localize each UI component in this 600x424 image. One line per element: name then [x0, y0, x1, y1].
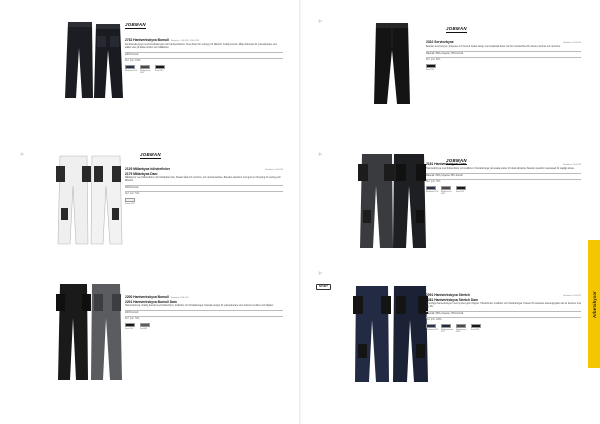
product-photo	[350, 282, 432, 386]
product-material: Material: 65% polyester, 35% bomull	[426, 311, 581, 318]
product-title: 2091 Hantverksbyxa Stretch	[426, 293, 470, 297]
product-price: Ref. pris: 799:-	[426, 181, 442, 184]
product-title-secondary: 2201 Hantverksbyxa Bomull Dam	[125, 300, 177, 304]
swatch-label: Mörkgrå/svart 9899	[441, 190, 452, 195]
swatch-label: Mörkgrå/svart 9899	[456, 328, 467, 333]
product-price: Ref. pris: 1299:-	[426, 319, 443, 322]
product-material: Material: 65% polyester 35% bomull	[426, 173, 581, 180]
color-swatch[interactable]	[140, 323, 153, 330]
color-swatches	[125, 65, 283, 74]
trousers-image	[350, 282, 432, 386]
trousers-image	[354, 150, 432, 252]
swatch-chip	[155, 65, 165, 70]
swatch-chip	[426, 186, 436, 191]
color-swatch[interactable]	[426, 186, 439, 195]
color-swatch[interactable]	[456, 186, 469, 195]
product-title: 2181 Hantverksbyxa Core	[426, 162, 467, 166]
color-swatch[interactable]	[125, 323, 138, 330]
product-title: 2200 Hantverksbyxa Bomull	[125, 295, 169, 299]
swatch-chip	[140, 323, 150, 328]
color-swatch[interactable]	[426, 324, 439, 333]
brand-logo: JOBMAN	[446, 158, 467, 163]
brand-logo: JOBMAN	[125, 22, 146, 27]
swatch-label: Grå 9800	[140, 327, 148, 330]
swatch-chip	[140, 65, 150, 70]
color-swatches	[125, 198, 283, 205]
product-info	[426, 293, 581, 333]
product-title: 2310 Servicebyxa	[426, 40, 454, 44]
swatch-label: Mörkmarin/svart 6799	[441, 328, 454, 333]
color-swatch[interactable]	[140, 65, 153, 74]
page-spine	[299, 0, 301, 424]
swatch-label: Strikvit 1000	[125, 202, 135, 205]
certification-icon: ⚐	[318, 19, 323, 24]
swatch-chip	[125, 65, 135, 70]
color-swatch[interactable]	[125, 65, 138, 74]
color-swatches	[426, 64, 581, 71]
product-price: Ref. pris: 799:-	[125, 318, 141, 321]
product-info	[426, 162, 581, 195]
swatch-label: Svart 9999	[155, 69, 164, 72]
certification-icon: ⚐	[20, 152, 25, 157]
swatch-label: Svart 9999	[426, 68, 435, 71]
product-sizes: Storlekar: C44-C62	[563, 164, 581, 166]
swatch-chip	[426, 324, 436, 329]
product-photo	[370, 20, 414, 108]
swatch-chip	[125, 198, 135, 203]
swatch-chip	[441, 186, 451, 191]
color-swatches	[426, 186, 581, 195]
product-material: 100% bomull	[125, 310, 283, 317]
product-description: Hantverksbyxa i kraftig bomull med hölsterfickor, knäfickor och förstärkningar. Klassisk design för yrkesarbetare som behöver funktion och tålighet.	[125, 305, 274, 308]
swatch-label: Svart 9999	[471, 328, 480, 331]
product-description: Stretchiga hantverksbyxor med mycket god rörlighet. Hölsterfickor, knäfickor och förstärkningar. Passar för krävande arbetsuppgifter där du behöver röra dig fritt.	[426, 303, 581, 309]
color-swatch[interactable]	[471, 324, 484, 333]
product-description: Funktionella byxor med förstärkta knän och hantverksfickor. Flera fickor för verktyg och tillbehör. Kraftig bomull i tåligt utförande för yrkesarbetare som ställer krav på både komfort och hållbarhet.	[125, 44, 278, 50]
color-swatch[interactable]	[426, 64, 439, 71]
product-photo	[54, 152, 126, 248]
swatch-label: Mörkmarin 6700	[426, 328, 439, 331]
swatch-label: Svart 9999	[456, 190, 465, 193]
product-info	[125, 167, 283, 205]
color-swatch[interactable]	[456, 324, 469, 333]
product-price: Ref. pris: 749:-	[125, 193, 141, 196]
brand-logo: JOBMAN	[140, 152, 161, 157]
trousers-image	[54, 280, 126, 384]
swatch-label: Mörkmarin 6700	[426, 190, 439, 193]
swatch-chip	[426, 64, 436, 69]
certification-icon: ⚐	[318, 152, 323, 157]
product-photo	[354, 150, 432, 252]
certification-icon: ⚐	[318, 271, 323, 276]
product-info	[125, 38, 283, 74]
product-title: 2129 Målarbyxa hölsterficker	[125, 167, 171, 171]
product-description: Bekväm servicebyxa i polyester och bomull. Enkel design med praktiska fickor och bra rörelsefrihet för arbete inomhus och utomhus.	[426, 46, 561, 49]
swatch-chip	[441, 324, 451, 329]
trousers-image	[370, 20, 414, 108]
product-sizes: Storlekar: C44-C62	[563, 42, 581, 44]
product-info	[125, 295, 283, 330]
color-swatch[interactable]	[155, 65, 168, 74]
product-material: 100% bomull	[125, 185, 283, 192]
color-swatch[interactable]	[441, 186, 454, 195]
swatch-chip	[456, 324, 466, 329]
color-swatches	[125, 323, 283, 330]
swatch-chip	[125, 323, 135, 328]
swatch-chip	[471, 324, 481, 329]
product-material: 100% bomull	[125, 52, 283, 59]
product-title: 2732 Hantverksbyxa Bomull	[125, 38, 169, 42]
section-tab-label: Arbetsbyxor	[591, 290, 597, 318]
swatch-label: Mörkmarin 6700	[125, 69, 138, 72]
swatch-label: Mörkgrå/svart 9899	[140, 69, 151, 74]
product-sizes: Storlekar: C44-C62, D96-D124	[170, 40, 200, 42]
swatch-label: Svart 9999	[125, 327, 134, 330]
brand-logo: JOBMAN	[446, 26, 467, 31]
product-photo	[60, 18, 128, 102]
color-swatches	[426, 324, 581, 333]
product-material: Material: 65% polyester, 35% bomull	[426, 51, 581, 58]
section-tab[interactable]	[588, 240, 600, 368]
product-photo	[54, 280, 126, 384]
product-sizes: Storlekar: C44-C62	[170, 297, 189, 299]
new-badge: NYHET	[316, 284, 331, 290]
product-price: Ref. pris: 1049:-	[125, 60, 142, 63]
product-description: Målarbyxor med hölsterfickor och förstärkta knän. Passar både för inomhus- och utomhusarbete. Bekväm passform med gott om förvaring för verktyg och tillbehör.	[125, 177, 281, 183]
product-title-secondary: 2281 Hantverksbyxa Stretch Dam	[426, 298, 479, 302]
product-sizes: Storlekar: C44-C62	[563, 295, 581, 297]
trousers-image	[60, 18, 128, 102]
product-sizes: Storlekar: C44-C62	[265, 169, 283, 171]
product-price: Ref. pris: 529:-	[426, 59, 442, 62]
product-info	[426, 40, 581, 71]
product-description: Hantverksbyxa med hölsterfickor och knäfickor. Förstärkningar på utsatta partier för ökad slitstyrka. Bekväm passform anpassad för dagligt arbete.	[426, 168, 575, 171]
color-swatch[interactable]	[125, 198, 138, 205]
trousers-image	[54, 152, 126, 248]
product-title-secondary: 2179 Målarbyxa Dam	[125, 172, 158, 176]
swatch-chip	[456, 186, 466, 191]
color-swatch[interactable]	[441, 324, 454, 333]
